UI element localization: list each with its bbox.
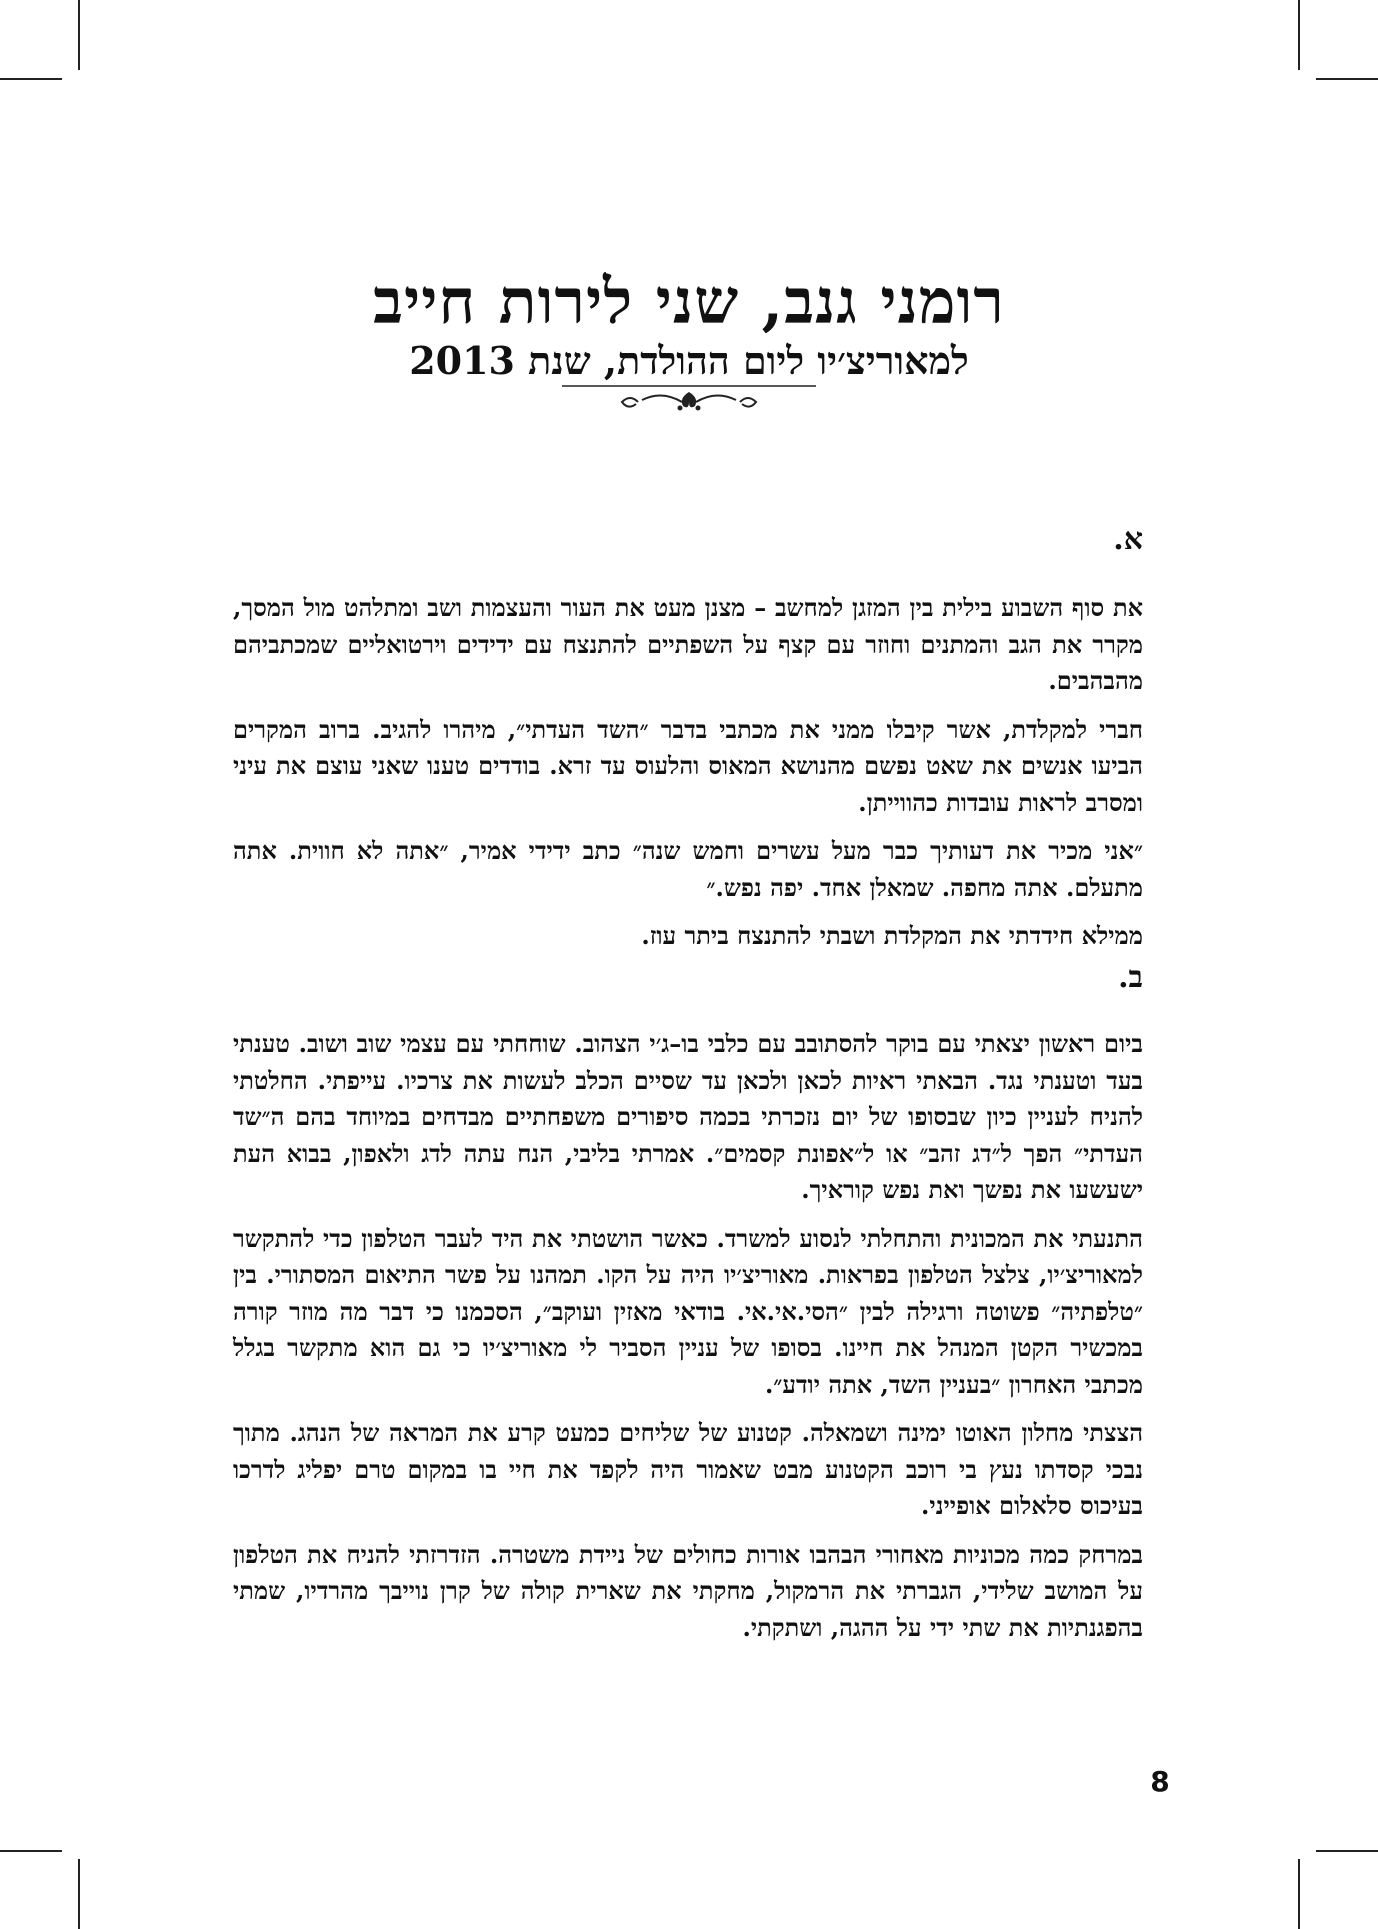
section-a-letter: א.: [1113, 522, 1143, 557]
page-subtitle: למאוריצ׳יו ליום ההולדת, שנת 2013: [409, 338, 969, 383]
page-number: 8: [1150, 1765, 1170, 1798]
paragraph: ״אני מכיר את דעותיך כבר מעל עשרים וחמש שנה״ כתב ידידי אמיר, ״אתה לא חווית. אתה מתעלם. אתה מחפה. שמאלן אחד. יפה נפש.״: [233, 836, 1143, 902]
paragraph: חברי למקלדת, אשר קיבלו ממני את מכתבי בדבר ״השד העדתי״, מיהרו להגיב. ברוב המקרים הביעו אנשים את שאט נפשם מהנושא המאוס והלעוס עד זרא. בודדים טענו שאני עוצם את עיני ומסרב לראות עובדות כהווייתן.: [233, 714, 1143, 817]
section-a: [233, 520, 1143, 955]
section-b: [233, 958, 1143, 1646]
ornament-divider-icon: [562, 384, 816, 414]
paragraph: ביום ראשון יצאתי עם בוקר להסתובב עם כלבי בו–ג׳י הצהוב. שוחחתי עם עצמי שוב ושוב. טענתי בעד וטענתי נגד. הבאתי ראיות לכאן ולכאן עד שסיים הכלב לעשות את צרכיו. עייפתי. החלטתי להניח לעניין כיון שבסופו של יום נזכרתי בכמה סיפורים משפחתיים מבדחים במיוחד בהם ה״שד העדתי״ הפך ל״דג זהב״ או ל״אפונת קסמים״. אמרתי בליבי, הנח עתה לדג ולאפון, בבוא העת ישעשעו את נפשך ואת נפש קוראיך.: [233, 1029, 1143, 1204]
paragraph: התנעתי את המכונית והתחלתי לנסוע למשרד. כאשר הושטתי את היד לעבר הטלפון כדי להתקשר למאוריצ׳יו, צלצל הטלפון בפראות. מאוריצ׳יו היה על הקו. תמהנו על פשר התיאום המסתורי. בין ״טלפתיה״ פשוטה ורגילה לבין ״הסי.אי.אי. בודאי מאזין ועוקב״, הסכמנו כי דבר מה מוזר קורה במכשיר הקטן המנהל את חיינו. בסופו של עניין הסביר לי מאוריצ׳יו כי גם הוא מתקשר בגלל מכתבי האחרון ״בעניין השד, אתה יודע״.: [233, 1223, 1143, 1399]
paragraph: ממילא חידדתי את המקלדת ושבתי להתנצח ביתר עוז.: [641, 921, 1143, 950]
paragraph: במרחק כמה מכוניות מאחורי הבהבו אורות כחולים של ניידת משטרה. הזדרזתי להניח את הטלפון על המושב שלידי, הגברתי את הרמקול, מחקתי את שארית קולה של קרן נוייבך מהרדיו, שמתי בהפגנתיות את שתי ידי על ההגה, ושתקתי.: [233, 1539, 1143, 1642]
page-title: רומני גנב, שני לירות חייב: [373, 265, 1005, 338]
paragraph: את סוף השבוע בילית בין המזגן למחשב – מצנן מעט את העור והעצמות ושב ומתלהט מול המסך, מקרר את הגב והמתנים וחוזר עם קצף על השפתיים להתנצח עם ידידים וירטואליים שמכתביהם מהבהבים.: [233, 593, 1143, 695]
section-b-letter: ב.: [1118, 960, 1143, 995]
paragraph: הצצתי מחלון האוטו ימינה ושמאלה. קטנוע של שליחים כמעט קרע את המראה של הנהג. מתוך נבכי קסדתו נעץ בי רוכב הקטנוע מבט שאמור היה לקפד את חיי בו במקום טרם יפליג לדרכו בעיכוס סלאלום אופייני.: [233, 1418, 1143, 1520]
